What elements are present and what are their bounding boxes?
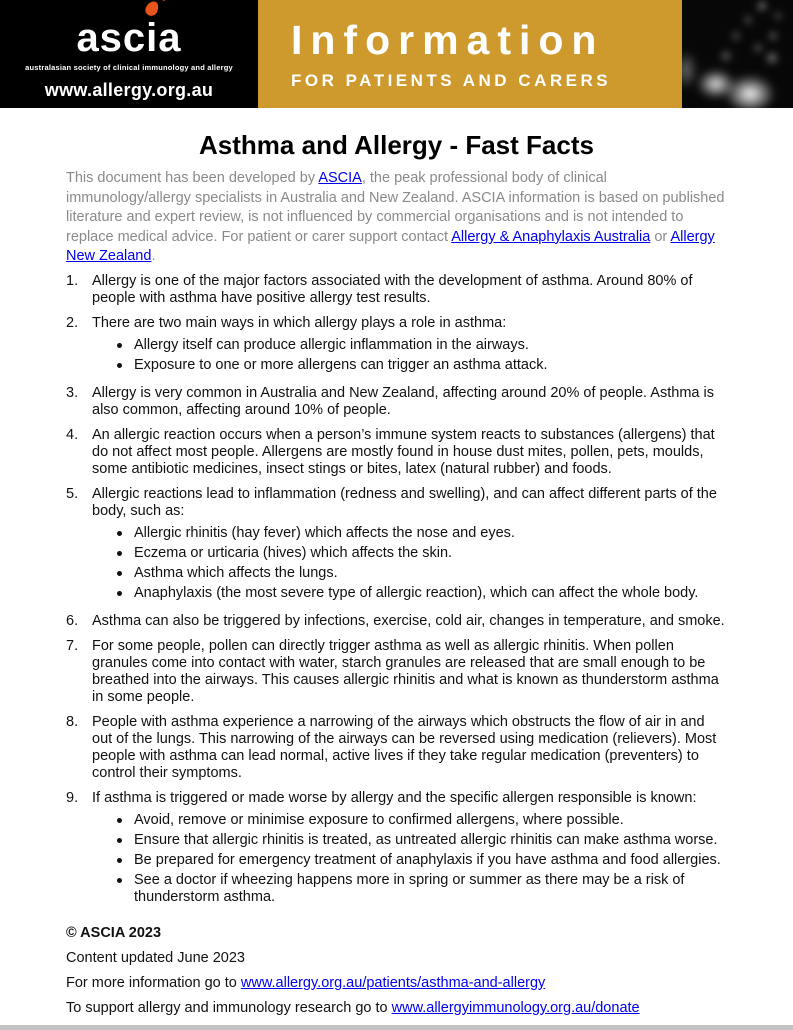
fact-number: 7. (66, 637, 79, 654)
updated-line: Content updated June 2023 (66, 949, 245, 966)
header-photo (682, 0, 793, 108)
fact-body (92, 714, 727, 782)
fact-text: Asthma can also be triggered by infections, exercise, cold air, changes in temperature, and smoke. (92, 612, 725, 629)
ascia-website-link[interactable]: www.allergy.org.au (44, 79, 214, 100)
blurred-pollen-image (682, 0, 793, 108)
fact-text: There are two main ways in which allergy plays a role in asthma: (92, 314, 507, 331)
fact-text: Allergy is one of the major factors associated with the development of asthma. Around 80% of people with asthma have positive allergy test results. (92, 272, 693, 306)
fact-text: An allergic reaction occurs when a person’s immune system reacts to substances (allergens) that do not affect most people. Allergens are mostly found in house dust mites, pollen, pets, moulds, some antibiotic medicines, insect stings or bites, latex (natural rubber) and foods. (92, 426, 715, 477)
fact-number: 9. (66, 789, 79, 806)
ascia-spark-icon (143, 0, 160, 17)
fact-sub-bullets (92, 525, 727, 602)
fact-number: 5. (66, 485, 79, 502)
ascia-tagline: australasian society of clinical immunology and allergy (25, 62, 233, 72)
fact-item-3 (66, 385, 727, 419)
intro-text: or (650, 228, 671, 245)
fact-item-7 (66, 638, 727, 706)
fact-sub-bullets (92, 337, 727, 374)
fact-body (92, 638, 727, 706)
fact-body (92, 427, 727, 478)
page-title: Asthma and Allergy - Fast Facts (199, 130, 594, 160)
bullet-item: Allergy itself can produce allergic inflammation in the airways. (92, 337, 727, 354)
fact-body (92, 273, 727, 307)
fact-body (92, 613, 727, 630)
page-edge (0, 1025, 793, 1030)
bullet-item: Ensure that allergic rhinitis is treated, as untreated allergic rhinitis can make asthma worse. (92, 832, 727, 849)
bullet-item: Avoid, remove or minimise exposure to confirmed allergens, where possible. (92, 812, 727, 829)
fact-item-8 (66, 714, 727, 782)
bullet-item: Be prepared for emergency treatment of anaphylaxis if you have asthma and food allergies. (92, 852, 727, 869)
fact-text: Allergy is very common in Australia and New Zealand, affecting around 20% of people. Asthma is also common, affecting around 10% of people. (92, 384, 714, 418)
fact-item-6 (66, 613, 727, 630)
ascia-logo-block (0, 0, 258, 108)
fact-body (92, 486, 727, 605)
banner-title: Information (291, 16, 605, 63)
bullet-item: Exposure to one or more allergens can trigger an asthma attack. (92, 357, 727, 374)
fact-item-2 (66, 315, 727, 377)
bullet-item: Allergic rhinitis (hay fever) which affects the nose and eyes. (92, 525, 727, 542)
bullet-item: Asthma which affects the lungs. (92, 565, 727, 582)
fact-body (92, 385, 727, 419)
ascia-logo (76, 15, 182, 60)
fact-item-4 (66, 427, 727, 478)
bullet-item: Anaphylaxis (the most severe type of allergic reaction), which can affect the whole body. (92, 585, 727, 602)
fact-number: 8. (66, 713, 79, 730)
intro-link[interactable]: ASCIA (318, 170, 362, 186)
facts-list (66, 273, 727, 909)
information-banner (258, 0, 682, 108)
intro-link[interactable]: Allergy New Zealand (66, 228, 715, 264)
copyright-line: © ASCIA 2023 (66, 924, 162, 941)
fact-text: For some people, pollen can directly trigger asthma as well as allergic rhinitis. When pollen granules come into contact with water, starch granules are released that are small enough to be breathed into the airways. This causes allergic rhinitis and what is known as thunderstorm asthma in some people. (92, 637, 719, 705)
header-banner (0, 0, 793, 108)
fact-item-9 (66, 790, 727, 909)
fact-number: 1. (66, 272, 79, 289)
banner-subtitle: FOR PATIENTS AND CARERS (291, 71, 612, 91)
bullet-item: See a doctor if wheezing happens more in spring or summer as there may be a risk of thunderstorm asthma. (92, 872, 727, 906)
fact-number: 3. (66, 384, 79, 401)
document-footer (66, 925, 727, 1017)
fact-body (92, 790, 727, 909)
support-text: To support allergy and immunology research go to (66, 999, 392, 1016)
donate-link[interactable]: www.allergyimmunology.org.au/donate (391, 999, 640, 1016)
more-info-text: For more information go to (66, 974, 241, 991)
fact-body (92, 315, 727, 377)
more-info-link[interactable]: www.allergy.org.au/patients/asthma-and-allergy (240, 974, 546, 991)
fact-sub-bullets (92, 812, 727, 906)
intro-text: . (151, 248, 156, 264)
fact-item-5 (66, 486, 727, 605)
bullet-item: Eczema or urticaria (hives) which affects the skin. (92, 545, 727, 562)
fact-text: Allergic reactions lead to inflammation (redness and swelling), and can affect different parts of the body, such as: (92, 485, 717, 519)
fact-item-1 (66, 273, 727, 307)
more-info-line (66, 975, 727, 992)
support-line (66, 1000, 727, 1017)
intro-link[interactable]: Allergy & Anaphylaxis Australia (451, 228, 651, 245)
intro-text: This document has been developed by (66, 170, 319, 186)
fact-number: 6. (66, 612, 79, 629)
fact-text: If asthma is triggered or made worse by allergy and the specific allergen responsible is known: (92, 789, 697, 806)
intro-text: , the peak professional body of clinical immunology/allergy specialists in Australia and New Zealand. ASCIA information is based on published literature and expert review, is not influenced by commercial organisations and is not intended to replace medical advice. For patient or carer support contact (66, 170, 725, 245)
fact-number: 4. (66, 426, 79, 443)
fact-text: People with asthma experience a narrowing of the airways which obstructs the flow of air in and out of the lungs. This narrowing of the airways can be reversed using medication (relievers). Most people with asthma can lead normal, active lives if they take regular medication (preventers) to control their symptoms. (92, 713, 717, 781)
document-body (0, 130, 793, 1017)
fact-number: 2. (66, 314, 79, 331)
intro-paragraph (66, 169, 727, 267)
ascia-wordmark: ascia (76, 15, 182, 60)
